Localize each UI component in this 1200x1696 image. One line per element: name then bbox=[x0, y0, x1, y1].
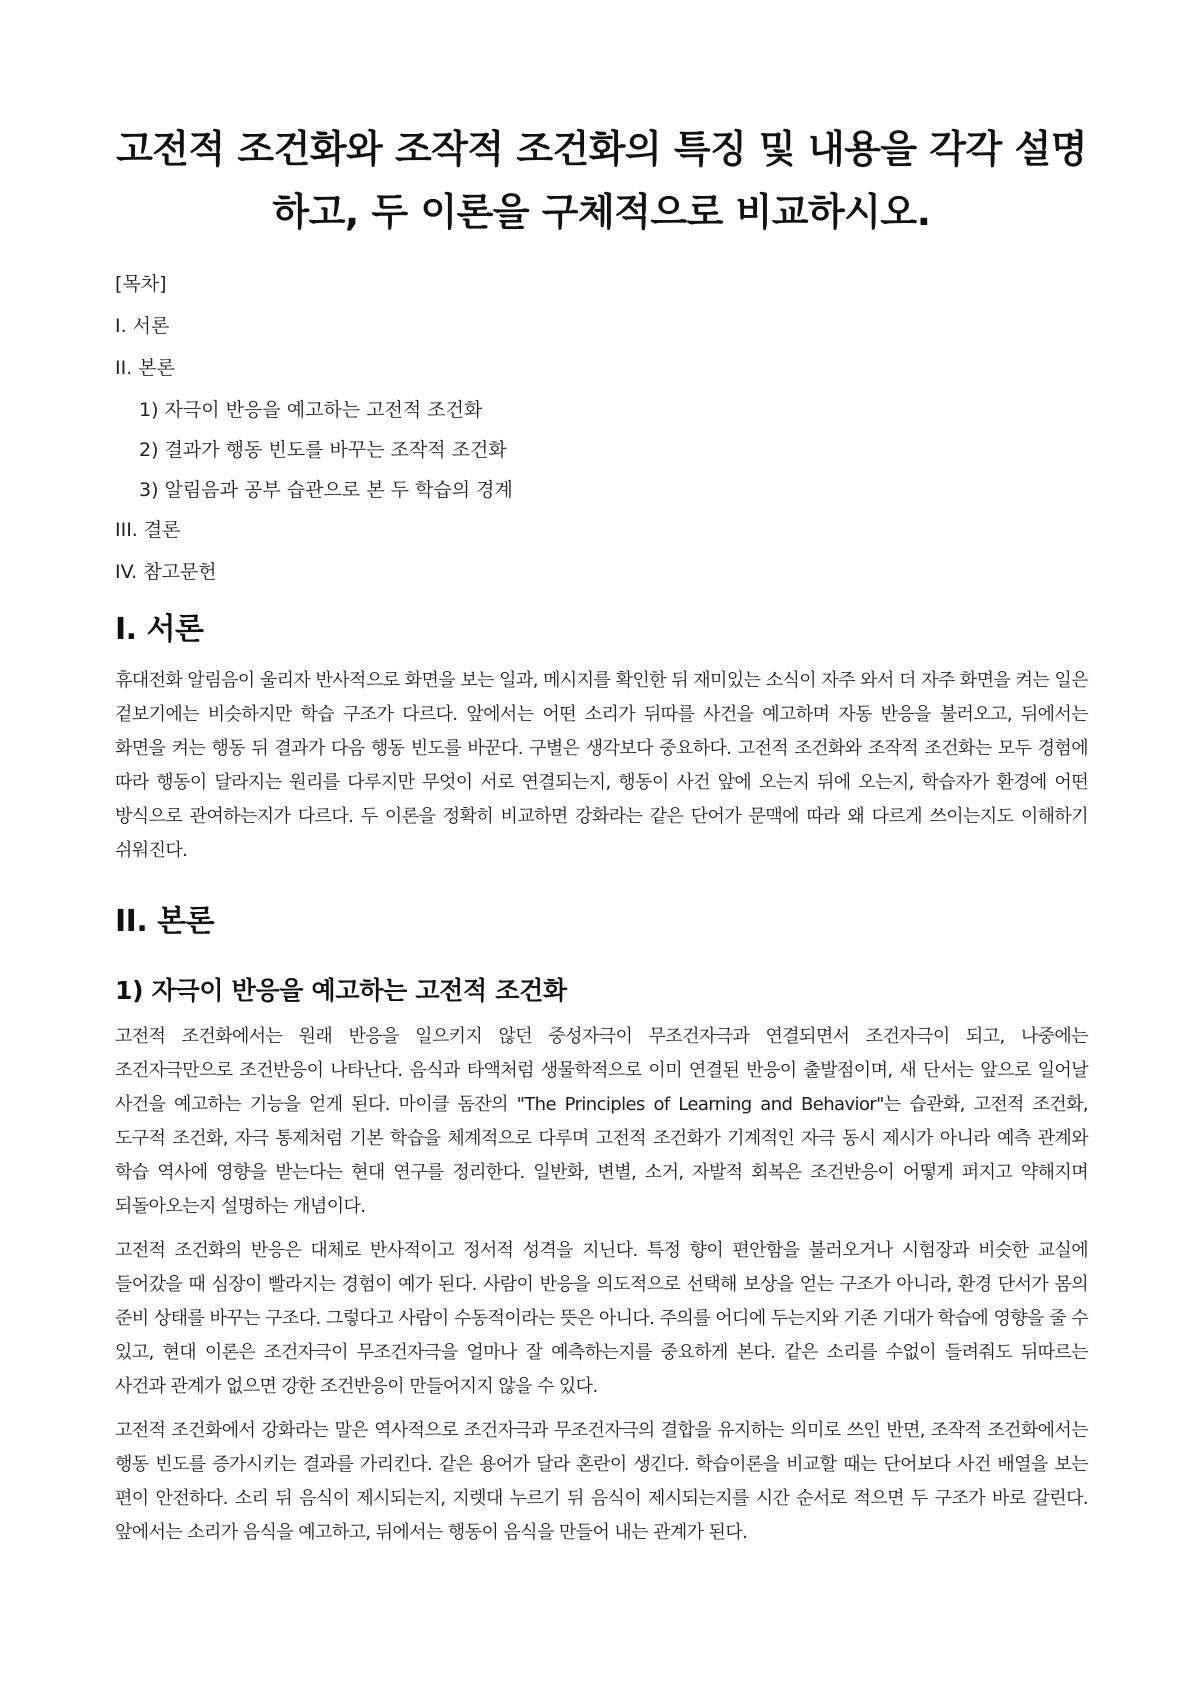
toc-item-references: IV. 참고문헌 bbox=[115, 561, 217, 583]
section-heading-body: II. 본론 bbox=[115, 904, 215, 939]
toc-item-body-1: 1) 자극이 반응을 예고하는 고전적 조건화 bbox=[139, 399, 483, 421]
intro-paragraph: 휴대전화 알림음이 울리자 반사적으로 화면을 보는 일과, 메시지를 확인한 뒤 재미있는 소식이 자주 와서 더 자주 화면을 켜는 일은 겉보기에는 비슷하지만 학습 구조가 다르다. 앞에서는 어떤 소리가 뒤따를 사건을 예고하며 자동 반응을 불러오고, 뒤에서는 화면을 켜는 행동 뒤 결과가 다음 행동 빈도를 바꾼다. 구별은 생각보다 중요하다. 고전적 조건화와 조작적 조건화는 모두 경험에 따라 행동이 달라지는 원리를 다루지만 무엇이 서로 연결되는지, 행동이 사건 앞에 오는지 뒤에 오는지, 학습자가 환경에 어떤 방식으로 관여하는지가 다르다. 두 이론을 정확히 비교하면 강화라는 같은 단어가 문맥에 따라 왜 다르게 쓰이는지도 이해하기 쉬워진다. bbox=[115, 670, 1088, 861]
body-paragraph: 고전적 조건화에서 강화라는 말은 역사적으로 조건자극과 무조건자극의 결합을 유지하는 의미로 쓰인 반면, 조작적 조건화에서는 행동 빈도를 증가시키는 결과를 가리킨다. 같은 용어가 달라 혼란이 생긴다. 학습이론을 비교할 때는 단어보다 사건 배열을 보는 편이 안전하다. 소리 뒤 음식이 제시되는지, 지렛대 누르기 뒤 음식이 제시되는지를 시간 순서로 적으면 두 구조가 바로 갈린다. 앞에서는 소리가 음식을 예고하고, 뒤에서는 행동이 음식을 만들어 내는 관계가 된다. bbox=[115, 1420, 1088, 1543]
document-title: 고전적 조건화와 조작적 조건화의 특징 및 내용을 각각 설명하고, 두 이론을 구체적으로 비교하시오. bbox=[116, 127, 1087, 234]
toc-item-body-2: 2) 결과가 행동 빈도를 바꾸는 조작적 조건화 bbox=[139, 439, 507, 461]
toc-item-body-3: 3) 알림음과 공부 습관으로 본 두 학습의 경계 bbox=[139, 479, 513, 501]
toc-item-intro: I. 서론 bbox=[115, 315, 170, 337]
toc-item-body: II. 본론 bbox=[115, 357, 175, 379]
body-paragraph: 고전적 조건화의 반응은 대체로 반사적이고 정서적 성격을 지닌다. 특정 향이 편안함을 불러오거나 시험장과 비슷한 교실에 들어갔을 때 심장이 빨라지는 경험이 예가 된다. 사람이 반응을 의도적으로 선택해 보상을 얻는 구조가 아니라, 환경 단서가 몸의 준비 상태를 바꾸는 구조다. 그렇다고 사람이 수동적이라는 뜻은 아니다. 주의를 어디에 두는지와 기존 기대가 학습에 영향을 줄 수 있고, 현대 이론은 조건자극이 무조건자극을 얼마나 잘 예측하는지를 중요하게 본다. 같은 소리를 수없이 들려줘도 뒤따르는 사건과 관계가 없으면 강한 조건반응이 만들어지지 않을 수 있다. bbox=[115, 1240, 1088, 1397]
table-of-contents bbox=[115, 272, 1088, 584]
section-heading-intro: I. 서론 bbox=[115, 612, 204, 647]
body-paragraph: 고전적 조건화에서는 원래 반응을 일으키지 않던 중성자극이 무조건자극과 연결되면서 조건자극이 되고, 나중에는 조건자극만으로 조건반응이 나타난다. 음식과 타액처럼 생물학적으로 이미 연결된 반응이 출발점이며, 새 단서는 앞으로 일어날 사건을 예고하는 기능을 얻게 된다. 마이클 돔잔의 "The Principles of Learning and Behavior"는 습관화, 고전적 조건화, 도구적 조건화, 자극 통제처럼 기본 학습을 체계적으로 다루며 고전적 조건화가 기계적인 자극 동시 제시가 아니라 예측 관계와 학습 역사에 영향을 받는다는 현대 연구를 정리한다. 일반화, 변별, 소거, 자발적 회복은 조건반응이 어떻게 퍼지고 약해지며 되돌아오는지 설명하는 개념이다. bbox=[115, 1026, 1088, 1217]
toc-label: [목차] bbox=[115, 273, 167, 295]
toc-item-conclusion: III. 결론 bbox=[115, 519, 181, 541]
subsection-heading-classical: 1) 자극이 반응을 예고하는 고전적 조건화 bbox=[115, 976, 567, 1005]
